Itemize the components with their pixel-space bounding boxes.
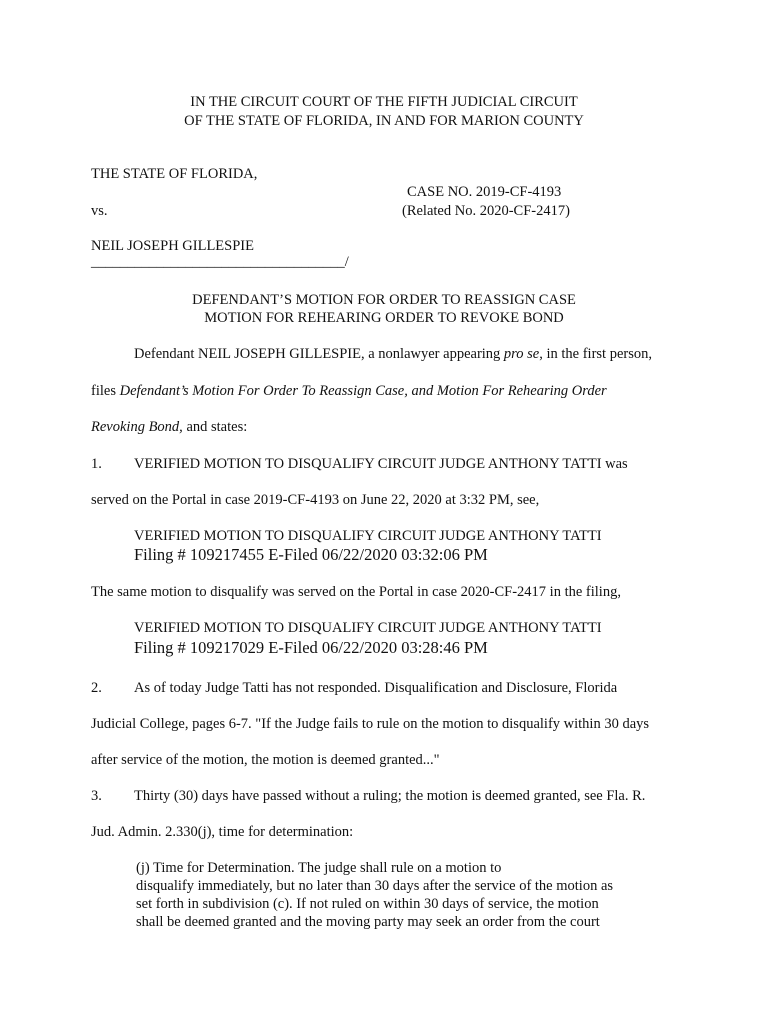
item1-number: 1. — [91, 456, 102, 472]
intro-line1-text-a: Defendant NEIL JOSEPH GILLESPIE, a nonlawyer appearing — [134, 346, 504, 362]
motion-title-line2: MOTION FOR REHEARING ORDER TO REVOKE BOND — [204, 310, 564, 326]
quote2-filing: Filing # 109217029 E-Filed 06/22/2020 03:28:46 PM — [134, 638, 488, 657]
intro-line3-text-b: and states: — [182, 419, 248, 435]
versus: vs. — [91, 203, 108, 219]
rule-quote-line4: shall be deemed granted and the moving party may seek an order from the court — [136, 914, 600, 930]
intro-pro-se: pro se — [503, 346, 540, 362]
quote2-title: VERIFIED MOTION TO DISQUALIFY CIRCUIT JUDGE ANTHONY TATTI — [134, 620, 602, 636]
caption-signature-line: ___________________________________/ — [91, 254, 349, 270]
rule-quote-line3: set forth in subdivision (c). If not ruled on within 30 days of service, the motion — [136, 896, 599, 912]
item2-number: 2. — [91, 680, 102, 696]
intro-motion-title: Defendant’s Motion For Order To Reassign Case, and Motion For Rehearing Order — [119, 383, 607, 399]
rule-quote-line2: disqualify immediately, but no later than 30 days after the service of the motion as — [136, 878, 614, 894]
defendant-name: NEIL JOSEPH GILLESPIE — [91, 238, 254, 254]
court-header-line1: IN THE CIRCUIT COURT OF THE FIFTH JUDICIAL CIRCUIT — [190, 94, 578, 110]
motion-title-line1: DEFENDANT’S MOTION FOR ORDER TO REASSIGN CASE — [192, 292, 576, 308]
item3-line1: Thirty (30) days have passed without a ruling; the motion is deemed granted, see Fla. R. — [134, 788, 646, 804]
quote1-filing: Filing # 109217455 E-Filed 06/22/2020 03:32:06 PM — [134, 545, 488, 564]
item2-line1: As of today Judge Tatti has not responded. Disqualification and Disclosure, Florida — [134, 680, 618, 696]
intro-motion-title-cont: Revoking Bond, — [91, 419, 183, 435]
intro-line1 — [134, 346, 652, 363]
intro-line2-text-a: files — [91, 383, 120, 399]
item3-line2: Jud. Admin. 2.330(j), time for determination: — [91, 824, 354, 840]
court-header-line2: OF THE STATE OF FLORIDA, IN AND FOR MARION COUNTY — [184, 113, 584, 129]
related-case-number: (Related No. 2020-CF-2417) — [402, 203, 570, 219]
case-number: CASE NO. 2019-CF-4193 — [407, 184, 562, 200]
item3-number: 3. — [91, 788, 102, 804]
same-motion-line: The same motion to disqualify was served on the Portal in case 2020-CF-2417 in the filing, — [91, 584, 621, 600]
intro-line1-text-b: , in the first person, — [539, 346, 652, 362]
item2-line2: Judicial College, pages 6-7. "If the Judge fails to rule on the motion to disqualify within 30 days — [91, 716, 650, 732]
plaintiff-name: THE STATE OF FLORIDA, — [91, 166, 258, 182]
item1-line2: served on the Portal in case 2019-CF-4193 on June 22, 2020 at 3:32 PM, see, — [91, 492, 540, 508]
rule-quote-line1: (j) Time for Determination. The judge shall rule on a motion to — [136, 860, 502, 876]
item1-line1: VERIFIED MOTION TO DISQUALIFY CIRCUIT JUDGE ANTHONY TATTI was — [134, 456, 628, 472]
quote1-title: VERIFIED MOTION TO DISQUALIFY CIRCUIT JUDGE ANTHONY TATTI — [134, 528, 602, 544]
intro-line2 — [91, 383, 607, 400]
item2-line3: after service of the motion, the motion is deemed granted..." — [91, 752, 440, 768]
intro-line3 — [91, 419, 247, 436]
